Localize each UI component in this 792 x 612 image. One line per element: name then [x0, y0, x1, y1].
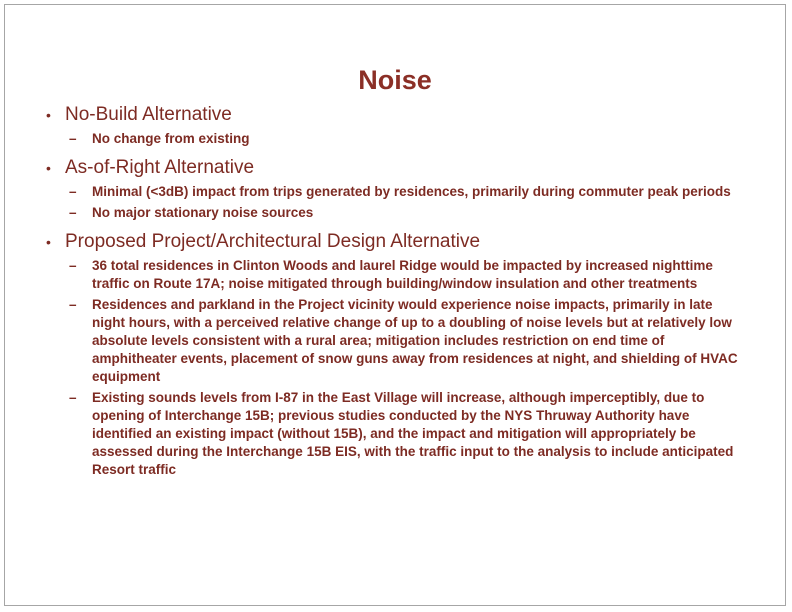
- bullet-label: Proposed Project/Architectural Design Alternative: [65, 231, 481, 252]
- sub-bullet-item: [69, 389, 741, 479]
- sub-bullet-text: Residences and parkland in the Project vicinity would experience noise impacts, primarily in late night hours, with a perceived relative change of up to a doubling of noise levels but at relatively low absolute levels consistent with a rural area; mitigation includes restriction on end time of amphitheater events, placement of snow guns away from residences at night, and shielding of HVAC equipment: [92, 297, 738, 384]
- bullet-icon: •: [46, 234, 51, 250]
- bullet-icon: •: [46, 160, 51, 176]
- dash-icon: –: [69, 184, 77, 199]
- bullet-icon: •: [46, 107, 51, 123]
- slide-body: [5, 103, 785, 479]
- sub-bullet-item: [69, 204, 741, 222]
- dash-icon: –: [69, 131, 77, 146]
- bullet-item: [43, 156, 741, 180]
- sub-bullet-text: No change from existing: [92, 131, 250, 146]
- slide-title: Noise: [358, 65, 432, 95]
- sub-bullet-text: No major stationary noise sources: [92, 205, 314, 220]
- sub-bullet-item: [69, 183, 741, 201]
- dash-icon: –: [69, 258, 77, 273]
- presentation-slide: [4, 4, 786, 606]
- sub-bullet-text: Minimal (<3dB) impact from trips generated by residences, primarily during commuter peak periods: [92, 184, 731, 199]
- bullet-label: As-of-Right Alternative: [65, 157, 255, 178]
- bullet-label: No-Build Alternative: [65, 104, 232, 125]
- dash-icon: –: [69, 390, 77, 405]
- sub-bullet-text: Existing sounds levels from I-87 in the East Village will increase, although imperceptibly, due to opening of Interchange 15B; previous studies conducted by the NYS Thruway Authority have identified an existing impact (without 15B), and the impact and mitigation will appropriately be assessed during the Interchange 15B EIS, with the traffic input to the analysis to include anticipated Resort traffic: [92, 390, 734, 477]
- dash-icon: –: [69, 297, 77, 312]
- sub-bullet-item: [69, 257, 741, 293]
- bullet-item: [43, 230, 741, 254]
- sub-bullet-text: 36 total residences in Clinton Woods and laurel Ridge would be impacted by increased nighttime traffic on Route 17A; noise mitigated through building/window insulation and other treatments: [92, 258, 713, 291]
- sub-bullet-item: [69, 296, 741, 386]
- sub-bullet-item: [69, 130, 741, 148]
- bullet-item: [43, 103, 741, 127]
- dash-icon: –: [69, 205, 77, 220]
